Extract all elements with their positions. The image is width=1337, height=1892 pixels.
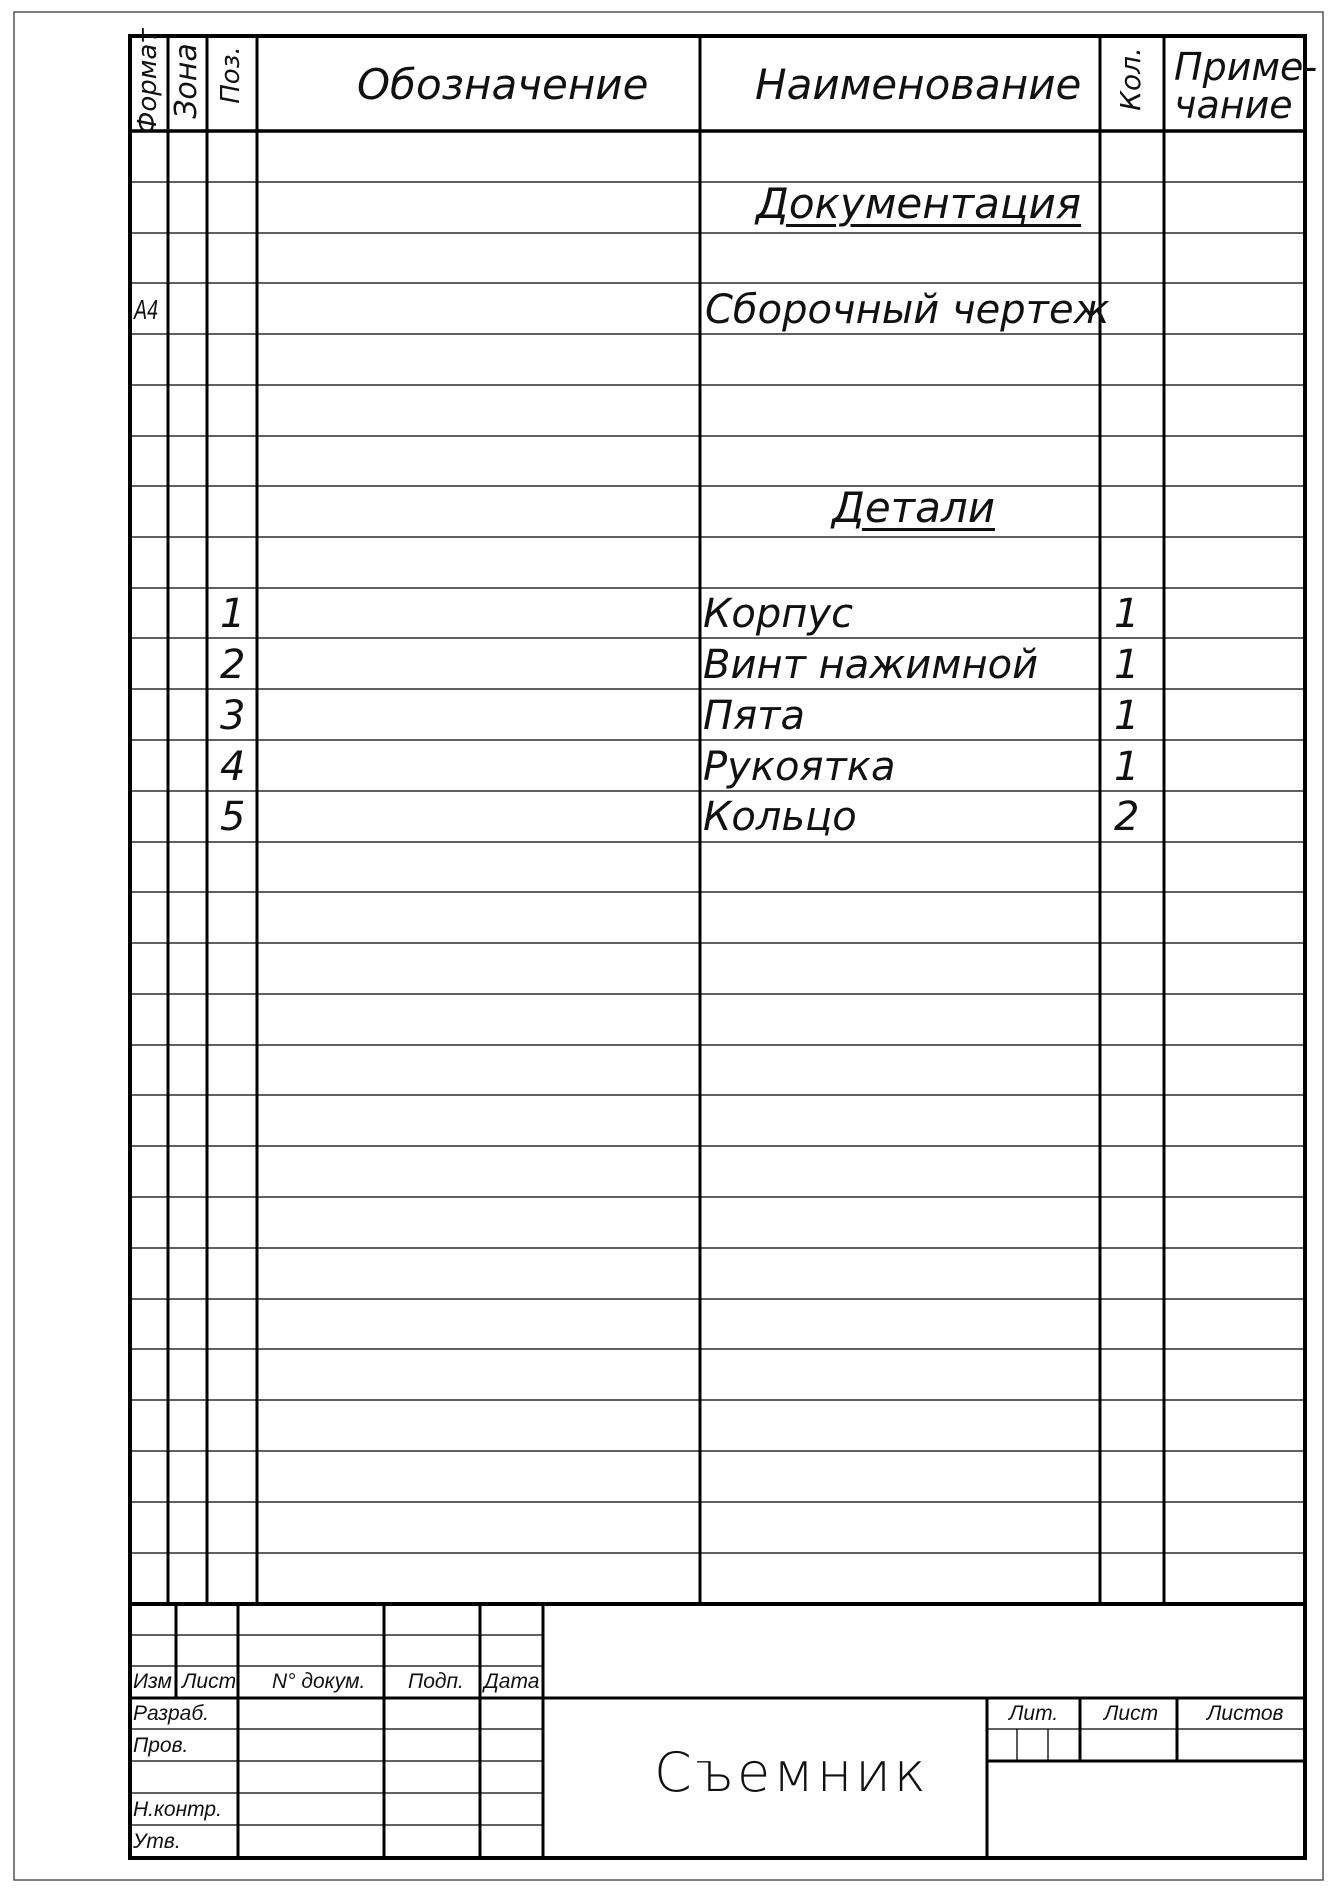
part-pos: 3 <box>220 693 246 739</box>
doc-name: Сборочный чертеж <box>705 287 1110 333</box>
part-pos: 4 <box>220 744 246 790</box>
header-format: Формат <box>133 28 163 134</box>
table-row-lines <box>130 179 1305 1553</box>
part-qty: 2 <box>1114 794 1140 840</box>
part-pos: 5 <box>220 794 246 840</box>
section-documentation: Документация <box>756 179 1082 228</box>
tb-sheet: Лист <box>1104 1702 1159 1725</box>
part-name: Пята <box>703 693 805 739</box>
part-name: Рукоятка <box>703 744 896 790</box>
header-name: Наименование <box>755 60 1082 109</box>
part-qty: 1 <box>1114 591 1140 637</box>
document-title: Съемник <box>654 1741 929 1804</box>
tb-n-kontr: Н.контр. <box>133 1798 222 1821</box>
tb-razrab: Разраб. <box>133 1702 209 1725</box>
tb-list: Лист <box>182 1670 237 1693</box>
part-qty: 1 <box>1114 744 1140 790</box>
header-qty: Кол. <box>1114 47 1147 111</box>
tb-prov: Пров. <box>133 1734 189 1757</box>
doc-format: A4 <box>134 294 158 325</box>
part-qty: 1 <box>1114 693 1140 739</box>
part-name: Винт нажимной <box>703 642 1039 688</box>
part-pos: 1 <box>220 591 246 637</box>
tb-data: Дата <box>484 1670 540 1693</box>
tb-n-dokum: N° докум. <box>272 1670 366 1693</box>
part-name: Корпус <box>703 591 854 637</box>
tb-sheets: Листов <box>1207 1702 1284 1725</box>
tb-podp: Подп. <box>408 1670 464 1693</box>
part-qty: 1 <box>1114 642 1140 688</box>
part-name: Кольцо <box>703 794 857 840</box>
tb-izm: Изм <box>133 1670 172 1693</box>
header-zone: Зона <box>169 43 204 119</box>
header-note-line2: чание <box>1174 83 1293 127</box>
section-parts: Детали <box>832 483 995 532</box>
tb-lit: Лит. <box>1009 1702 1059 1725</box>
header-pos: Поз. <box>216 46 246 104</box>
header-designation: Обозначение <box>357 60 649 109</box>
part-pos: 2 <box>220 642 246 688</box>
tb-utv: Утв. <box>133 1830 181 1853</box>
header-note-line1: Приме- <box>1174 45 1318 89</box>
